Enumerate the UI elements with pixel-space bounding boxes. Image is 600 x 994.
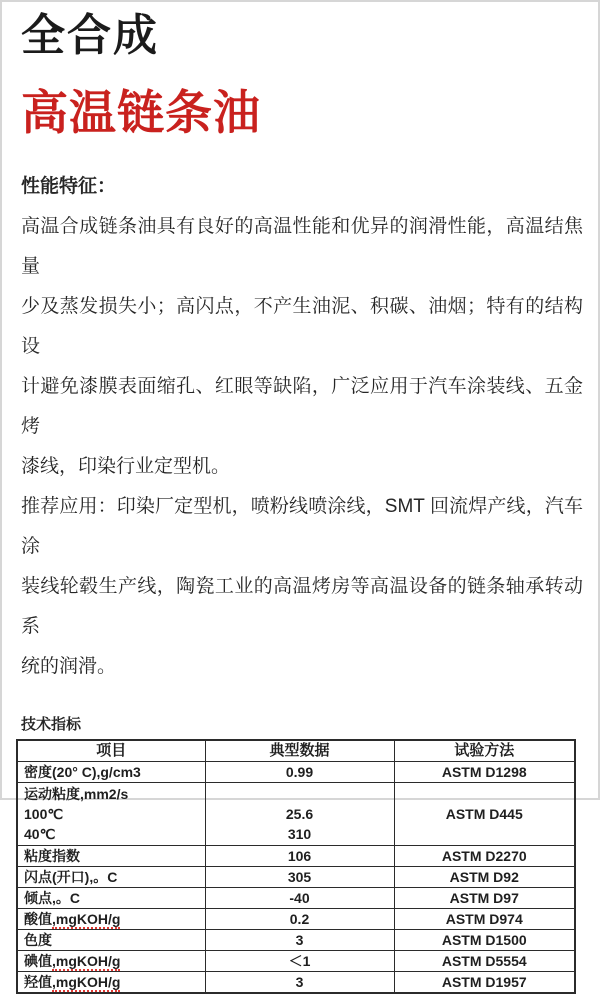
performance-section-heading: 性能特征： xyxy=(21,176,117,197)
value-cell: 106 xyxy=(205,846,394,867)
application-paragraph xyxy=(21,487,583,687)
method-cell: ASTM D1500 xyxy=(394,930,575,951)
value-cell: -40 xyxy=(205,888,394,909)
value-cell: 0.99 xyxy=(205,762,394,783)
performance-paragraph xyxy=(21,207,583,487)
paragraph-line: 统的润滑。 xyxy=(21,656,117,677)
paragraph-line: 计避免漆膜表面缩孔、红眼等缺陷，广泛应用于汽车涂装线、五金烤 xyxy=(21,376,583,437)
value-cell xyxy=(205,783,394,846)
table-row xyxy=(17,888,575,909)
item-label: 酸值 xyxy=(24,911,52,927)
value-cell: 305 xyxy=(205,867,394,888)
paragraph-line: 高温合成链条油具有良好的高温性能和优异的润滑性能，高温结焦量 xyxy=(21,216,583,277)
method-cell: ASTM D445 xyxy=(394,783,575,846)
item-line: 运动粘度,mm2/s xyxy=(24,786,129,802)
item-unit: ,mgKOH/g xyxy=(52,911,121,927)
table-row xyxy=(17,909,575,930)
table-row xyxy=(17,951,575,972)
method-cell: ASTM D1298 xyxy=(394,762,575,783)
value-cell: 0.2 xyxy=(205,909,394,930)
spec-table xyxy=(16,739,576,994)
item-cell: 闪点(开口),。C xyxy=(17,867,205,888)
item-unit: ,mgKOH/g xyxy=(52,974,121,990)
table-row xyxy=(17,846,575,867)
tech-spec-label: 技术指标 xyxy=(21,716,82,733)
table-row xyxy=(17,930,575,951)
item-cell: 密度(20° C),g/cm3 xyxy=(17,762,205,783)
table-row xyxy=(17,972,575,994)
value-cell: 3 xyxy=(205,972,394,994)
value-cell: ＜1 xyxy=(205,951,394,972)
item-cell xyxy=(17,972,205,994)
item-line: 40℃ xyxy=(24,826,56,842)
item-unit: ,mgKOH/g xyxy=(52,953,121,969)
item-label: 羟值 xyxy=(24,974,52,990)
table-header-row xyxy=(17,740,575,762)
value-line xyxy=(212,784,388,804)
header-cell-typical-data: 典型数据 xyxy=(205,740,394,762)
item-label: 碘值 xyxy=(24,953,52,969)
paragraph-line: 少及蒸发损失小；高闪点，不产生油泥、积碳、油烟；特有的结构设 xyxy=(21,296,583,357)
value-line: 25.6 xyxy=(285,806,314,822)
product-name-title: 高温链条油 xyxy=(21,86,261,139)
item-cell: 粘度指数 xyxy=(17,846,205,867)
method-cell: ASTM D92 xyxy=(394,867,575,888)
paragraph-line: 装线轮毂生产线，陶瓷工业的高温烤房等高温设备的链条轴承转动系 xyxy=(21,576,583,637)
table-row xyxy=(17,867,575,888)
paragraph-line: 漆线，印染行业定型机。 xyxy=(21,456,231,477)
item-line: 100℃ xyxy=(24,806,64,822)
value-cell: 3 xyxy=(205,930,394,951)
item-cell xyxy=(17,951,205,972)
paragraph-line: 推荐应用：印染厂定型机，喷粉线喷涂线，SMT 回流焊产线，汽车涂 xyxy=(21,496,583,557)
item-cell: 色度 xyxy=(17,930,205,951)
header-cell-test-method: 试验方法 xyxy=(394,740,575,762)
method-cell: ASTM D5554 xyxy=(394,951,575,972)
item-cell xyxy=(17,783,205,846)
item-cell: 倾点,。C xyxy=(17,888,205,909)
method-cell: ASTM D1957 xyxy=(394,972,575,994)
table-row xyxy=(17,783,575,846)
table-row xyxy=(17,762,575,783)
method-cell: ASTM D97 xyxy=(394,888,575,909)
header-cell-item: 项目 xyxy=(17,740,205,762)
value-line: 310 xyxy=(287,826,312,842)
method-cell: ASTM D2270 xyxy=(394,846,575,867)
method-cell: ASTM D974 xyxy=(394,909,575,930)
product-series-title: 全合成 xyxy=(21,11,159,60)
item-cell xyxy=(17,909,205,930)
